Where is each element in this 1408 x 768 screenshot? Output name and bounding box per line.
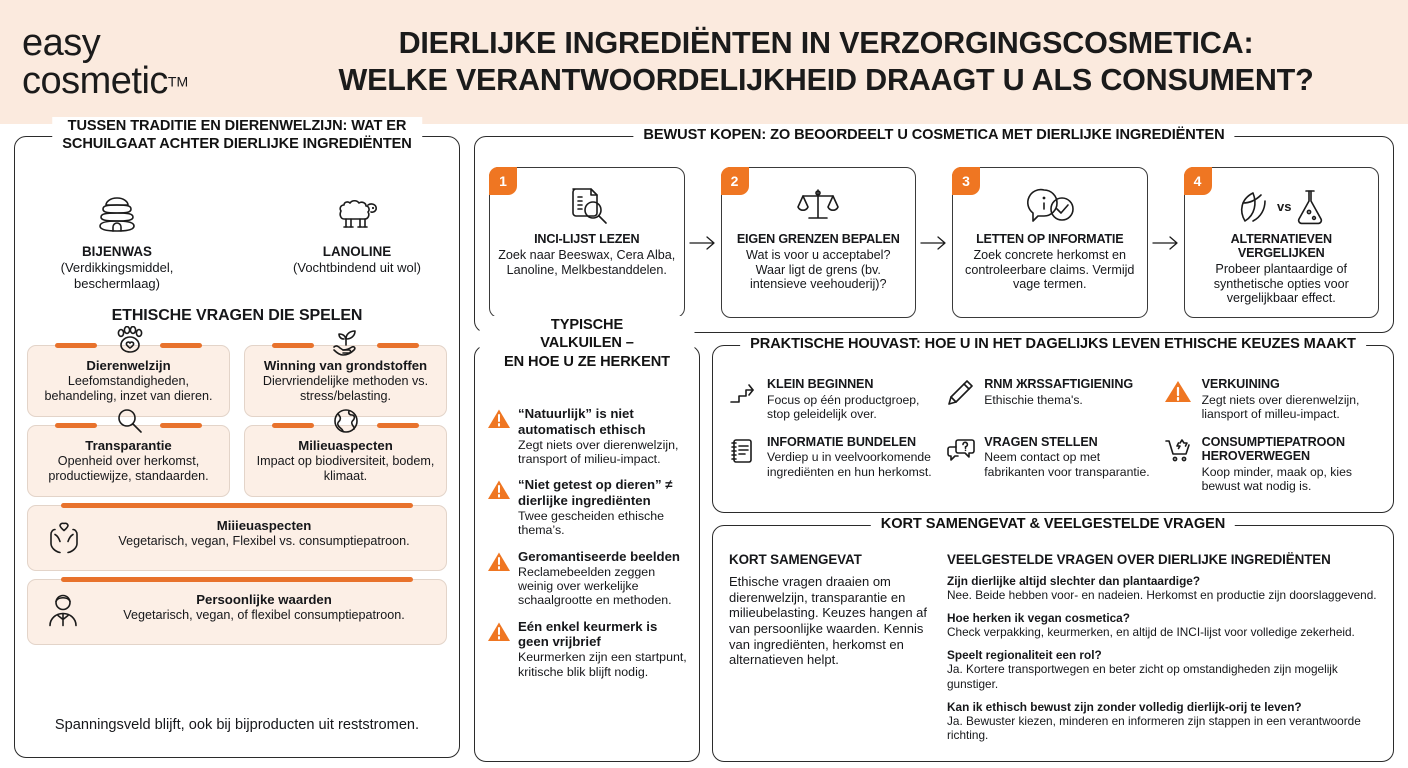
pitfall-item-2 — [487, 477, 689, 537]
questions-column — [947, 552, 1377, 751]
person-icon — [42, 590, 84, 635]
brand-logo — [22, 24, 272, 100]
step-card-4 — [1184, 167, 1380, 318]
accent-bar-full — [61, 577, 413, 582]
warning-icon — [487, 619, 511, 679]
pitfall-item-3 — [487, 549, 689, 608]
warning-icon — [487, 549, 511, 608]
step-number: 4 — [1184, 167, 1212, 195]
hands-heart-icon — [42, 516, 86, 561]
pitfalls-title-line-2: VALKUILEN – — [540, 335, 634, 352]
logo-line-1: easy — [22, 22, 101, 64]
title-line-2: WELKE VERANTWOORDELIJKHEID DRAAGT U ALS CONSUMENT? — [338, 63, 1314, 97]
accent-bar-left — [55, 343, 97, 348]
right-stack — [712, 336, 1394, 762]
pitfalls-title-line-3: EN HOE U ZE HERKENT — [504, 353, 670, 370]
hand-plant-icon — [329, 326, 363, 361]
summary-column — [729, 552, 929, 751]
buying-steps-title: BEWUST KOPEN: ZO BEOORDEELT U COSMETICA MET DIERLIJKE INGREDIËNTEN — [633, 126, 1234, 144]
step-number: 2 — [721, 167, 749, 195]
beehive-icon — [27, 189, 207, 237]
faq-panel — [712, 516, 1394, 762]
ethics-card-title: Winning van grondstoffen — [263, 358, 428, 374]
content-area — [0, 118, 1408, 768]
faq-item-4 — [947, 700, 1377, 744]
pitfall-item-4 — [487, 619, 689, 679]
ethics-card-text: Diervriendelijke methoden vs. stress/belasting. — [262, 374, 429, 404]
houvast-text: Zegt niets over dierenwelzijn, liansport of milleu-impact. — [1201, 392, 1360, 421]
info-check-icon — [961, 184, 1139, 228]
ethics-card-transparantie — [27, 425, 230, 497]
step-number: 3 — [952, 167, 980, 195]
houvast-title: KLEIN BEGINNEN — [767, 377, 874, 392]
magnifier-icon — [114, 406, 144, 441]
step-title: EIGEN GRENZEN BEPALEN — [736, 232, 900, 246]
accent-bar-full — [61, 503, 413, 508]
right-column — [474, 127, 1394, 758]
houvast-panel-title: PRAKTISCHE HOUVAST: HOE U IN HET DAGELIJKS LEVEN ETHISCHE KEUZES MAAKT — [740, 335, 1366, 353]
houvast-title: RNM ЖRSSAFTIGIENING — [984, 377, 1134, 392]
scales-icon — [730, 184, 908, 228]
header-band — [0, 0, 1408, 124]
chat-question-icon — [946, 435, 976, 493]
ethics-card-text: Impact op biodiversiteit, bodem, klimaat. — [256, 454, 435, 484]
step-text: Wat is voor u acceptabel? Waar ligt de grens (bv. intensieve veehouderij)? — [746, 248, 891, 292]
trademark-mark: TM — [167, 73, 189, 90]
houvast-item-2 — [944, 372, 1161, 430]
accent-bar-left — [272, 343, 314, 348]
leaf-vs-flask-icon — [1193, 184, 1371, 228]
pitfall-title: Eén enkel keurmerk is geen vrijbrief — [518, 618, 658, 649]
traditions-title-line-2: SCHUILGAAT ACHTER DIERLIJKE INGREDIËNTEN — [62, 136, 412, 153]
ingredient-sub-1: (Verdikkingsmiddel, — [60, 260, 174, 275]
accent-bar-right — [377, 343, 419, 348]
stairs-icon — [729, 377, 759, 421]
steps-row — [489, 167, 1379, 318]
houvast-panel — [712, 336, 1394, 513]
ingredient-name: BIJENWAS — [82, 244, 152, 259]
houvast-title: VERKUINING — [1201, 377, 1280, 392]
faq-question: Kan ik ethisch bewust zijn zonder volledig dierlijk-orij te leven? — [947, 699, 1302, 714]
step-text: Probeer plantaardige of synthetische opties voor vergelijkbaar effect. — [1213, 262, 1349, 306]
ingredient-row — [27, 189, 447, 291]
pitfalls-panel — [474, 317, 700, 762]
pencil-icon — [946, 377, 976, 421]
houvast-item-6 — [1162, 430, 1379, 502]
faq-question: Speelt regionaliteit een rol? — [947, 647, 1102, 662]
accent-bar-left — [55, 423, 97, 428]
step-text: Zoek concrete herkomst en controleerbare claims. Vermijd vage termen. — [965, 248, 1135, 292]
summary-heading: KORT SAMENGEVAT — [729, 552, 862, 568]
pitfall-item-1 — [487, 406, 689, 466]
step-number: 1 — [489, 167, 517, 195]
buying-steps-panel — [474, 127, 1394, 333]
step-text: Zoek naar Beeswax, Cera Alba, Lanoline, Melkbestanddelen. — [498, 248, 676, 277]
faq-item-2 — [947, 611, 1377, 640]
step-title: INCI-LIJST LEZEN — [534, 232, 640, 246]
faq-answer: Ja. Bewuster kiezen, minderen en informeren zijn stappen in een verantwoorde richting. — [947, 713, 1361, 743]
faq-question: Hoe herken ik vegan cosmetica? — [947, 611, 1130, 626]
accent-bar-right — [377, 423, 419, 428]
ethics-card-title: Persoonlijke waarden — [196, 592, 332, 608]
paw-heart-icon — [113, 326, 145, 361]
faq-question: Zijn dierlijke altijd slechter dan plantaardige? — [947, 574, 1201, 589]
pitfalls-panel-title — [480, 316, 695, 371]
page-title — [272, 25, 1380, 99]
pitfall-text: Reclamebeelden zeggen weinig over werkelijke schaalgrootte en methoden. — [518, 564, 672, 608]
faq-item-3 — [947, 648, 1377, 692]
sheep-icon — [267, 189, 447, 237]
houvast-item-1 — [727, 372, 944, 430]
houvast-item-4 — [727, 430, 944, 502]
accent-bar-right — [160, 423, 202, 428]
step-card-3 — [952, 167, 1148, 318]
cart-recycle-icon — [1164, 435, 1194, 493]
pitfall-text: Keurmerken zijn een startpunt, kritische blik blijft nodig. — [518, 650, 687, 679]
document-search-icon — [498, 184, 676, 228]
notebook-icon — [729, 435, 759, 493]
left-column — [14, 118, 460, 758]
houvast-text: Neem contact op met fabrikanten voor transparantie. — [984, 450, 1150, 479]
ingredient-sub-1: (Vochtbindend uit wol) — [293, 260, 421, 275]
arrow-icon-2 — [916, 167, 952, 318]
accent-bar-left — [272, 423, 314, 428]
faq-answer: Ja. Kortere transportwegen en beter zicht op omstandigheden zijn mogelijk gunstiger. — [947, 662, 1338, 691]
traditions-panel-title — [52, 117, 422, 153]
pitfall-text: Twee gescheiden ethische thema’s. — [518, 508, 665, 538]
pitfalls-title-line-1: TYPISCHE — [550, 317, 624, 334]
faq-answer: Nee. Beide hebben voor- en nadeien. Herkomst en productie zijn doorslaggevend. — [947, 588, 1377, 603]
ethics-card-text: Leefomstandigheden, behandeling, inzet van dieren. — [44, 374, 213, 404]
ethics-section-title: ETHISCHE VRAGEN DIE SPELEN — [111, 307, 363, 325]
ethics-cards — [27, 345, 447, 645]
ingredient-sub-2: beschermlaag) — [74, 276, 160, 292]
ethics-card-text: Vegetarisch, vegan, Flexibel vs. consumptiepatroon. — [118, 534, 410, 549]
ethics-card-title: Miiieuaspecten — [216, 518, 312, 534]
ingredient-lanoline — [267, 189, 447, 291]
warning-icon — [487, 477, 511, 537]
houvast-title: VRAGEN STELLEN — [984, 434, 1098, 449]
step-title: LETTEN OP INFORMATIE — [976, 232, 1124, 246]
step-card-1 — [489, 167, 685, 318]
arrow-icon-1 — [685, 167, 721, 318]
houvast-text: Focus op één productgroep, stop geleidelijk over. — [767, 392, 920, 421]
left-panel-footer-note: Spanningsveld blijft, ook bij bijproducten uit reststromen. — [54, 717, 420, 733]
traditions-panel — [14, 118, 460, 758]
svg-text:vs: vs — [1277, 199, 1292, 214]
houvast-title: INFORMATIE BUNDELEN — [767, 434, 916, 449]
accent-bar-right — [160, 343, 202, 348]
houvast-grid — [727, 372, 1379, 502]
ethics-card-title: Dierenwelzijn — [86, 358, 171, 374]
ethics-card-text: Openheid over herkomst, productiewijze, standaarden. — [48, 454, 209, 484]
step-title: ALTERNATIEVEN VERGELIJKEN — [1230, 232, 1332, 260]
faq-item-1 — [947, 574, 1377, 603]
ethics-card-title: Transparantie — [85, 438, 172, 454]
ingredient-beeswax — [27, 189, 207, 291]
middle-row — [474, 317, 1394, 762]
warning-icon — [1164, 377, 1194, 421]
ethics-card-persoonlijke-waarden — [27, 579, 447, 645]
houvast-text: Ethischie thema's. — [984, 392, 1083, 407]
ethics-card-milieuaspecten — [244, 425, 447, 497]
title-line-1: DIERLIJKE INGREDIËNTEN IN VERZORGINGSCOSMETICA: — [398, 25, 1254, 60]
pitfall-title: Geromantiseerde beelden — [518, 548, 680, 564]
ingredient-name: LANOLINE — [322, 244, 392, 259]
ethics-card-text: Vegetarisch, vegan, of flexibel consumptiepatroon. — [123, 608, 405, 623]
pitfall-title: “Natuurlijk” is niet automatisch ethisch — [518, 406, 646, 437]
faq-panel-title: KORT SAMENGEVAT & VEELGESTELDE VRAGEN — [871, 515, 1235, 533]
arrow-icon-3 — [1148, 167, 1184, 318]
houvast-item-5 — [944, 430, 1161, 502]
warning-icon — [487, 406, 511, 466]
step-card-2 — [721, 167, 917, 318]
traditions-title-line-1: TUSSEN TRADITIE EN DIERENWELZIJN: WAT ER — [67, 118, 407, 134]
houvast-text: Verdiep u in veelvoorkomende ingrediënten en hun herkomst. — [767, 450, 932, 479]
pitfall-text: Zegt niets over dierenwelzijn, transport of milieu-impact. — [518, 437, 679, 467]
houvast-item-3 — [1162, 372, 1379, 430]
faq-heading: VEELGESTELDE VRAGEN OVER DIERLIJKE INGREDIËNTEN — [947, 552, 1331, 568]
pitfall-title: “Niet getest op dieren” ≠ dierlijke ingrediënten — [518, 477, 673, 508]
ethics-card-miiieuaspecten — [27, 505, 447, 571]
globe-icon — [331, 406, 361, 441]
ethics-card-title: Milieuaspecten — [298, 438, 393, 454]
summary-text: Ethische vragen draaien om dierenwelzijn, transparantie en milieubelasting. Keuzes hangen af van persoonlijke waarden. Kennis van ingrediënten, herkomst en alternatieven helpt. — [729, 574, 928, 668]
logo-line-2: cosmetic — [22, 60, 168, 102]
faq-grid — [729, 552, 1377, 751]
houvast-title: CONSUMPTIEPATROON HEROVERWEGEN — [1201, 434, 1345, 464]
faq-answer: Check verpakking, keurmerken, en altijd de INCI-lijst voor volledige zekerheid. — [947, 625, 1355, 640]
houvast-text: Koop minder, maak op, kies bewust wat nodig is. — [1201, 464, 1352, 494]
